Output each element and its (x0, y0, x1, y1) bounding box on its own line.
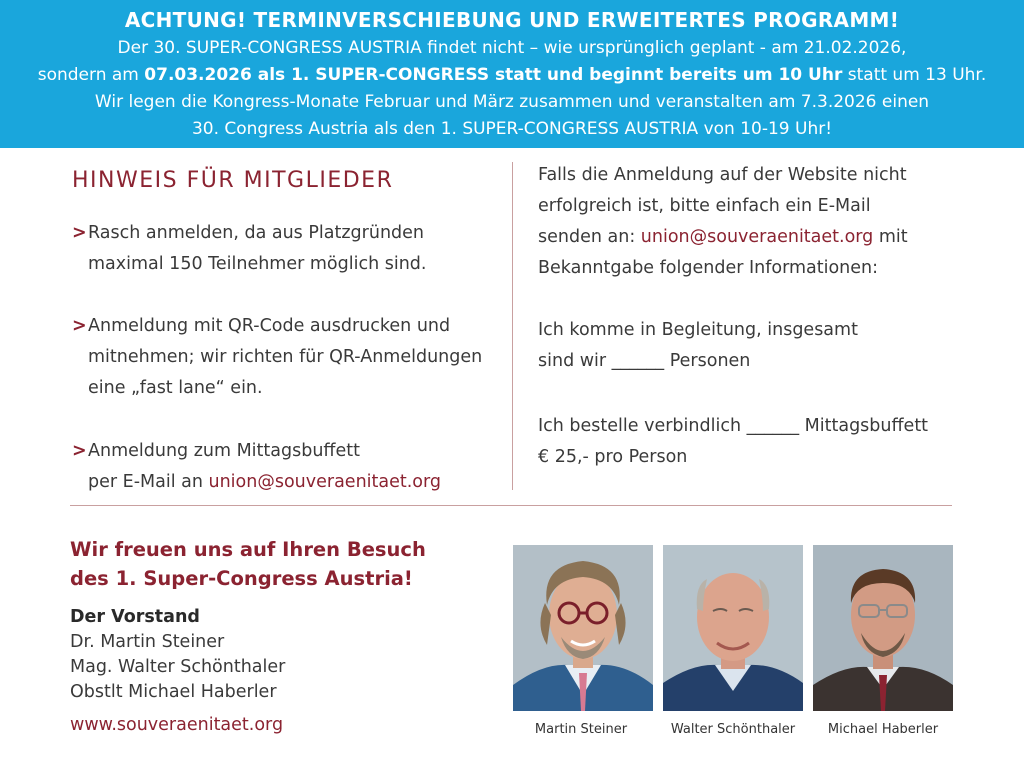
banner-line-3: Wir legen die Kongress-Monate Februar und März zusammen und veranstalten am 7.3.2026 einen (94, 92, 930, 112)
members-notice (72, 168, 502, 492)
board-member: Obstlt Michael Haberler (70, 682, 277, 702)
board-heading: Der Vorstand (70, 607, 200, 627)
portrait-photo-2 (663, 545, 803, 711)
portrait-michael-haberler (813, 545, 953, 711)
notice-item-2: >Anmeldung mit QR-Code ausdrucken und mitnehmen; wir richten für QR-Anmeldungen eine „fast lane“ ein. (72, 311, 482, 404)
banner-line-2: sondern am 07.03.2026 als 1. SUPER-CONGRESS statt und beginnt bereits um 10 Uhr statt um 13 Uhr. (37, 65, 987, 85)
photo-caption: Walter Schönthaler (670, 722, 796, 737)
portrait-photo-1 (513, 545, 653, 711)
arrow-icon: > (72, 316, 87, 336)
notice-item-1: >Rasch anmelden, da aus Platzgründen maximal 150 Teilnehmer möglich sind. (72, 218, 426, 280)
portrait-photo-3 (813, 545, 953, 711)
board-list (70, 605, 285, 705)
board-member: Dr. Martin Steiner (70, 632, 225, 652)
banner-title: ACHTUNG! TERMINVERSCHIEBUNG UND ERWEITERTES PROGRAMM! (124, 8, 900, 32)
board-member: Mag. Walter Schönthaler (70, 657, 286, 677)
members-title: HINWEIS FÜR MITGLIEDER (72, 168, 394, 193)
email-link[interactable]: union@souveraenitaet.org (208, 472, 441, 492)
section-divider (70, 505, 952, 506)
banner-line-1: Der 30. SUPER-CONGRESS AUSTRIA findet nicht – wie ursprünglich geplant - am 21.02.2026, (117, 38, 907, 58)
notice-item-3: >Anmeldung zum Mittagsbuffett per E-Mail an union@souveraenitaet.org (72, 436, 441, 498)
photo-caption: Michael Haberler (827, 722, 939, 737)
photo-caption: Martin Steiner (534, 722, 628, 737)
arrow-icon: > (72, 223, 87, 243)
email-link[interactable]: union@souveraenitaet.org (640, 227, 874, 247)
banner-highlight: 07.03.2026 als 1. SUPER-CONGRESS statt und beginnt bereits um 10 Uhr (144, 65, 843, 85)
greeting: Wir freuen uns auf Ihren Besuch des 1. Super-Congress Austria! (70, 538, 426, 590)
portrait-martin-steiner (513, 545, 653, 711)
arrow-icon: > (72, 441, 87, 461)
portrait-walter-schoenthaler (663, 545, 803, 711)
banner-line-4: 30. Congress Austria als den 1. SUPER-CONGRESS AUSTRIA von 10-19 Uhr! (191, 119, 833, 139)
website-link[interactable]: www.souveraenitaet.org (70, 715, 284, 735)
announcement-banner (0, 0, 1024, 148)
column-divider (512, 162, 513, 490)
